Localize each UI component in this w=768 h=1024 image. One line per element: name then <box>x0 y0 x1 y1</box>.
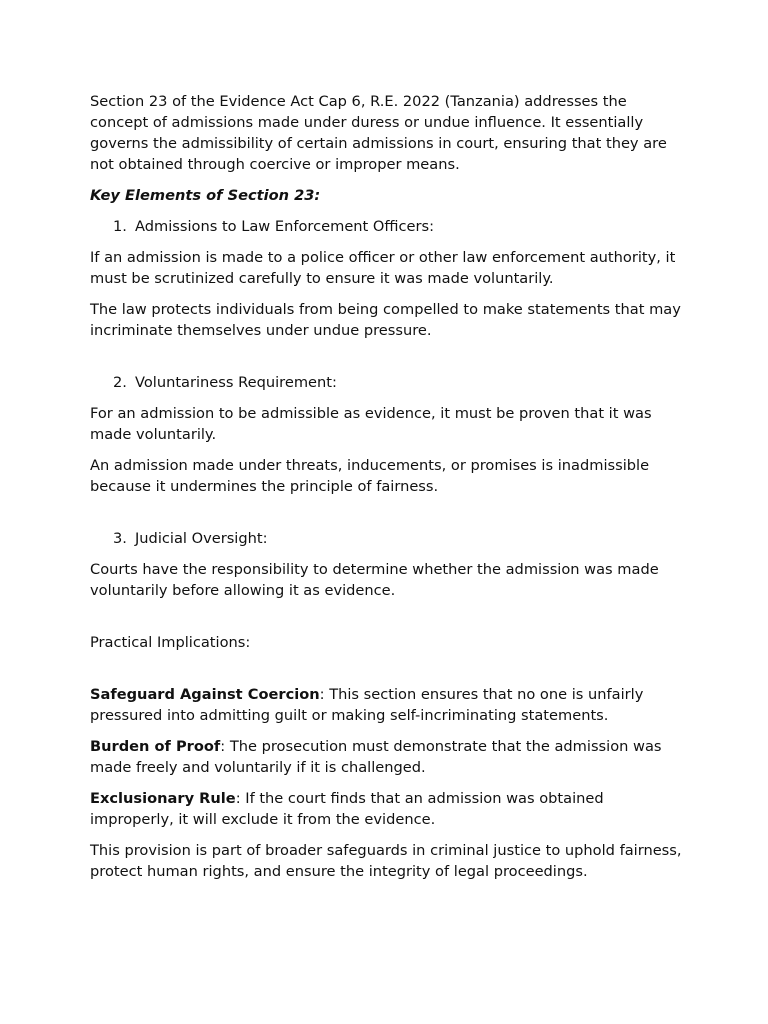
document-body <box>90 91 682 892</box>
term-label: Burden of Proof <box>90 738 221 755</box>
list-number: 3. <box>113 530 127 547</box>
paragraph: The law protects individuals from being compelled to make statements that may incriminate themselves under undue pressure. <box>90 301 681 339</box>
section-heading: Key Elements of Section 23: <box>90 187 321 204</box>
list-label: Admissions to Law Enforcement Officers: <box>135 218 435 235</box>
term-text: : The prosecution must demonstrate that the admission was made freely and voluntarily if it is challenged. <box>90 738 662 776</box>
list-label: Judicial Oversight: <box>135 530 268 547</box>
list-number: 2. <box>113 374 127 391</box>
safeguard-paragraph <box>90 684 682 726</box>
list-label: Voluntariness Requirement: <box>135 374 337 391</box>
closing-paragraph: This provision is part of broader safeguards in criminal justice to uphold fairness, protect human rights, and ensure the integrity of legal proceedings. <box>90 842 682 880</box>
paragraph: An admission made under threats, inducements, or promises is inadmissible because it undermines the principle of fairness. <box>90 457 650 495</box>
term-label: Exclusionary Rule <box>90 790 236 807</box>
term-text: : If the court finds that an admission was obtained improperly, it will exclude it from the evidence. <box>90 790 604 828</box>
paragraph: Courts have the responsibility to determine whether the admission was made voluntarily before allowing it as evidence. <box>90 561 659 599</box>
paragraph: If an admission is made to a police officer or other law enforcement authority, it must be scrutinized carefully to ensure it was made voluntarily. <box>90 249 676 287</box>
list-item-2 <box>90 372 682 393</box>
exclusionary-paragraph <box>90 788 682 830</box>
list-item-1 <box>90 216 682 237</box>
list-number: 1. <box>113 218 127 235</box>
burden-paragraph <box>90 736 682 778</box>
intro-paragraph: Section 23 of the Evidence Act Cap 6, R.E. 2022 (Tanzania) addresses the concept of admissions made under duress or undue influence. It essentially governs the admissibility of certain admissions in court, ensuring that they are not obtained through coercive or improper means. <box>90 93 667 173</box>
practical-heading: Practical Implications: <box>90 634 251 651</box>
list-item-3 <box>90 528 682 549</box>
term-text: : This section ensures that no one is unfairly pressured into admitting guilt or making self-incriminating statements. <box>90 686 644 724</box>
paragraph: For an admission to be admissible as evidence, it must be proven that it was made voluntarily. <box>90 405 652 443</box>
term-label: Safeguard Against Coercion <box>90 686 320 703</box>
